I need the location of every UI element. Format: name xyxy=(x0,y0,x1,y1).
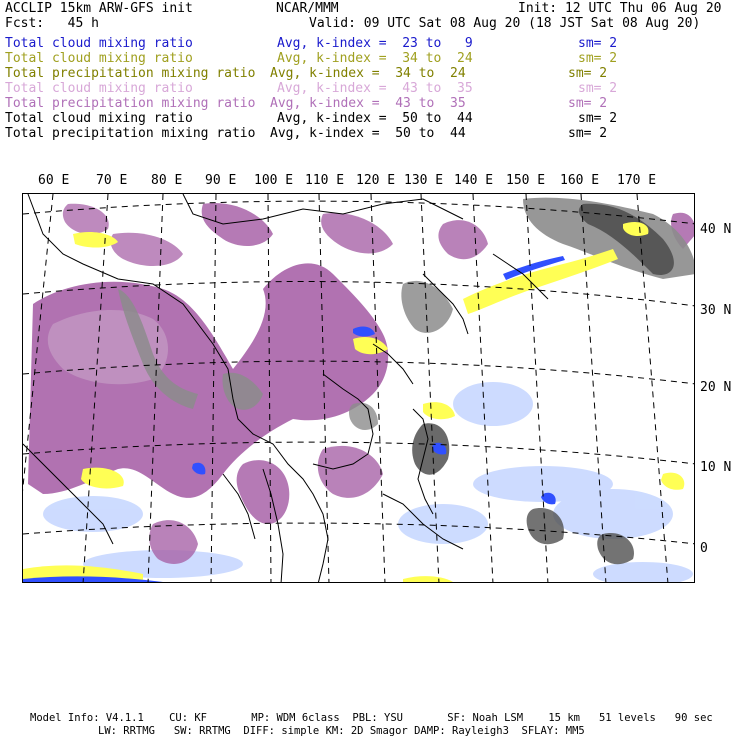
legend-field: Total cloud mixing ratio xyxy=(5,51,193,66)
lon-label: 70 E xyxy=(96,173,128,188)
legend-row xyxy=(5,96,735,111)
legend-range: Avg, k-index = 34 to 24 xyxy=(270,66,466,81)
init-time: Init: 12 UTC Thu 06 Aug 20 xyxy=(518,1,722,16)
legend-sm: sm= 2 xyxy=(568,96,608,111)
legend-field: Total cloud mixing ratio xyxy=(5,111,193,126)
legend-field: Total precipitation mixing ratio xyxy=(5,126,256,141)
lon-label: 130 E xyxy=(404,173,444,188)
legend-field: Total precipitation mixing ratio xyxy=(5,66,256,81)
legend-field: Total cloud mixing ratio xyxy=(5,81,193,96)
forecast-hour: Fcst: 45 h xyxy=(5,16,99,31)
center-name: NCAR/MMM xyxy=(276,1,339,16)
lat-label: 0 xyxy=(700,541,708,556)
legend-range: Avg, k-index = 43 to 35 xyxy=(277,81,473,96)
lon-label: 160 E xyxy=(560,173,600,188)
legend-field: Total cloud mixing ratio xyxy=(5,36,193,51)
lon-label: 80 E xyxy=(151,173,183,188)
lon-label: 120 E xyxy=(356,173,396,188)
legend-range: Avg, k-index = 43 to 35 xyxy=(270,96,466,111)
lon-label: 60 E xyxy=(38,173,70,188)
model-info-line2: LW: RRTMG SW: RRTMG DIFF: simple KM: 2D Smagor DAMP: Rayleigh3 SFLAY: MM5 xyxy=(98,725,585,737)
lat-label: 40 N xyxy=(700,222,732,237)
map-panel xyxy=(22,193,695,583)
lon-label: 100 E xyxy=(254,173,294,188)
lon-label: 150 E xyxy=(506,173,546,188)
lat-label: 30 N xyxy=(700,303,732,318)
lat-label: 20 N xyxy=(700,380,732,395)
legend-row xyxy=(5,36,735,51)
legend-sm: sm= 2 xyxy=(578,111,618,126)
legend-range: Avg, k-index = 50 to 44 xyxy=(277,111,473,126)
lat-label: 10 N xyxy=(700,460,732,475)
lon-label: 140 E xyxy=(454,173,494,188)
legend-row xyxy=(5,111,735,126)
legend-row xyxy=(5,81,735,96)
legend-range: Avg, k-index = 23 to 9 xyxy=(277,36,473,51)
lon-label: 90 E xyxy=(205,173,237,188)
valid-time: Valid: 09 UTC Sat 08 Aug 20 (18 JST Sat 08 Aug 20) xyxy=(309,16,701,31)
legend-range: Avg, k-index = 34 to 24 xyxy=(277,51,473,66)
legend-row xyxy=(5,51,735,66)
legend-row xyxy=(5,66,735,81)
plot-title: ACCLIP 15km ARW-GFS init xyxy=(5,1,193,16)
lon-label: 170 E xyxy=(617,173,657,188)
legend-field: Total precipitation mixing ratio xyxy=(5,96,256,111)
legend-sm: sm= 2 xyxy=(568,126,608,141)
lon-label: 110 E xyxy=(305,173,345,188)
model-info-line1: Model Info: V4.1.1 CU: KF MP: WDM 6class PBL: YSU SF: Noah LSM 15 km 51 levels 90 sec xyxy=(30,712,713,724)
legend-sm: sm= 2 xyxy=(578,81,618,96)
legend-sm: sm= 2 xyxy=(568,66,608,81)
legend-sm: sm= 2 xyxy=(578,51,618,66)
legend-sm: sm= 2 xyxy=(578,36,618,51)
legend-range: Avg, k-index = 50 to 44 xyxy=(270,126,466,141)
forecast-map xyxy=(23,194,695,583)
legend-row xyxy=(5,126,735,141)
